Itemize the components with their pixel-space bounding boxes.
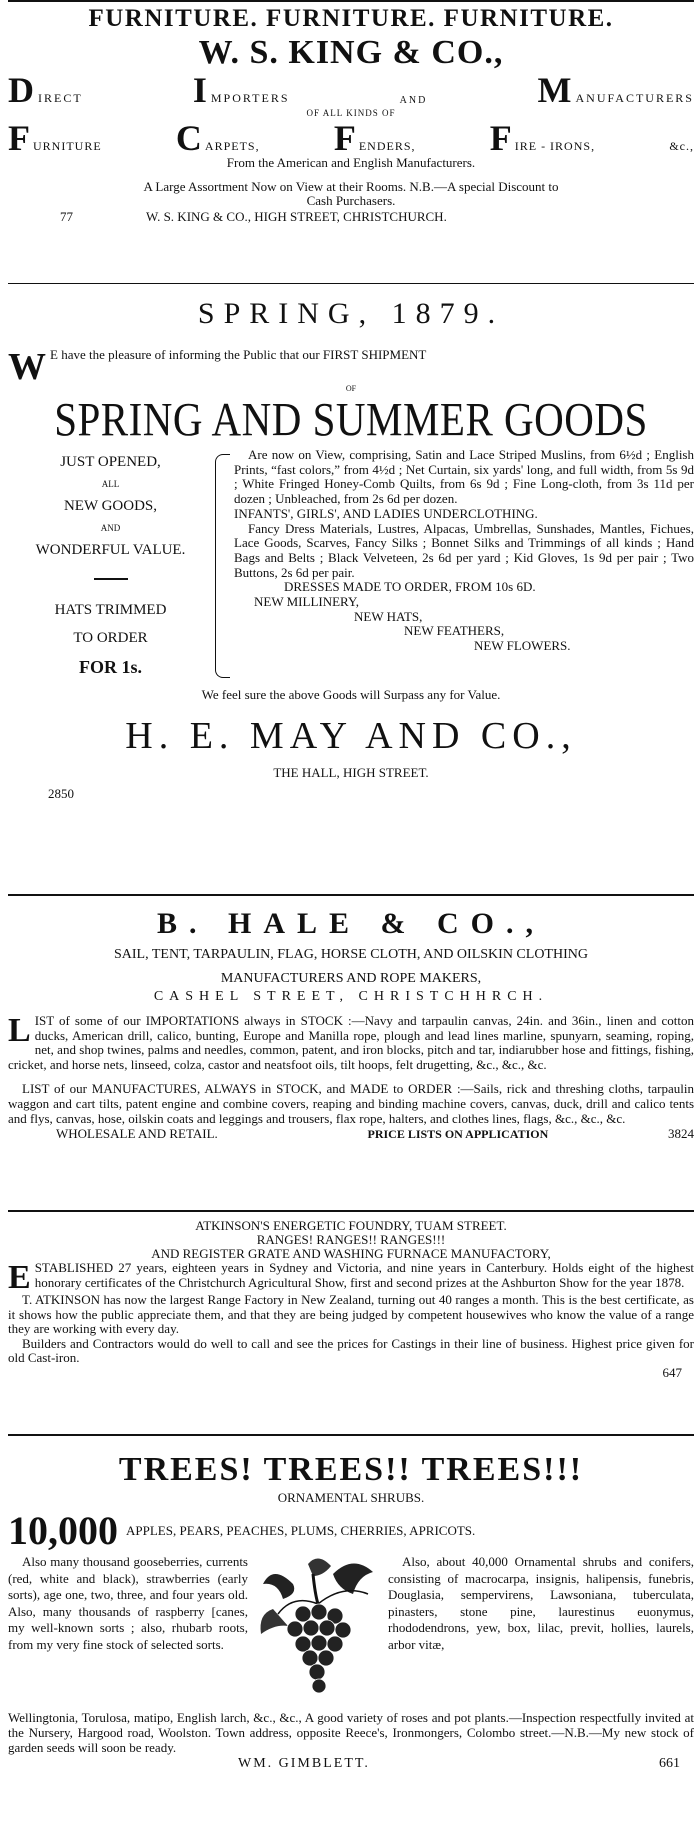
king-word-carpets: C ARPETS, [175, 118, 260, 158]
trees-bottom-text: Wellingtonia, Torulosa, matipo, English larch, &c., &c., A good variety of roses and pot plants.—Inspection respectfully invited at the Nursery, Hargood road, Woolston. Town address, opposite Reece's, Ironmongers, Colombo street.—N.B.—My new stock of garden seeds will soon be ready. [8, 1710, 694, 1755]
hale-line2: MANUFACTURERS AND ROPE MAKERS, [220, 971, 482, 986]
trees-left-text: Also many thousand gooseberries, currents (red, white and black), strawberries (early sorts), age one, two, three, and four years old. Also, many thousands of raspberry [canes, my well-known sorts ; also, rhubarb roots, from my very fine stock of selected sorts. [8, 1554, 248, 1652]
trees-title: TREES! TREES!! TREES!!! [118, 1451, 584, 1488]
king-word-manufacturers: M ANUFACTURERS [537, 70, 694, 110]
may-hall: THE HALL, HIGH STREET. [273, 765, 429, 780]
trees-ornamental: ORNAMENTAL SHRUBS. [277, 1490, 425, 1505]
may-fancy: Fancy Dress Materials, Lustres, Alpacas, Umbrellas, Sunshades, Mantles, Fichues, Lace Goods, Scarves, Fancy Silks ; Bonnet Silks and Trimmings of all kinds ; Hand Bags and Belts ; Black Velveteen, 2s 6d per yard ; Kid Gloves, 1s 9d per pair ; Two Buttons, 2s 6d per pair. [234, 520, 694, 580]
king-goods-row [8, 118, 694, 158]
may-name: H. E. MAY AND CO., [125, 715, 577, 757]
hale-name: B. HALE & CO., [156, 907, 546, 940]
may-wonderful-value: WONDERFUL VALUE. [35, 542, 186, 558]
trees-right-text: Also, about 40,000 Ornamental shrubs and conifers, consisting of macrocarpa, insignis, halipensis, funebris, Douglasia, sempervirens, Lawsoniana, tuberculata, pinasters, stone pine, laurestinus euonymus, rhododendrons, yew, box, lilac, previt, hollies, laurels, arbor vitæ, [388, 1554, 694, 1652]
king-ref: 77 [60, 209, 73, 224]
hale-line3: CASHEL STREET, CHRISTCHHRCH. [153, 989, 549, 1004]
may-prints: Are now on View, comprising, Satin and Lace Striped Muslins, from 6½d ; English Prints, “fast colors,” from 4½d ; Net Curtain, six yards' long, and full width, from 5s 9d ; White Fringed Honey-Comb Quilts, from 6s 9d ; Fine Long-cloth, from 3s 11d per dozen ; Unbleached, from 2s 6d per dozen. [234, 447, 694, 507]
hale-price-lists: PRICE LISTS ON APPLICATION [367, 1127, 549, 1142]
king-word-etc: &c., [669, 139, 694, 153]
spring-title: SPRING, 1879. [197, 297, 505, 330]
hale-list-text: IST of some of our IMPORTATIONS always in STOCK :—Navy and tarpaulin canvas, 24in. and 36in., linen and cotton ducks, American drill, calico, bunting, Europe and Manilla rope, plough and lead lines marline, spunyarn, seaming, roping, net, and shop twines, palms and needles, common, patent, and iron blocks, pitch and tar, indiarubber hose and fittings, fishing, cricket, and horse nets, linseed, colza, castor and neatsfoot oils, tilt hoops, felt drugetting, &c., &c., &c. [8, 1013, 694, 1072]
may-ref: 2850 [48, 786, 74, 801]
king-word-furniture: F URNITURE [8, 118, 102, 158]
may-surpass: We feel sure the above Goods will Surpass any for Value. [201, 687, 501, 702]
hale-importations [8, 1014, 694, 1072]
king-word-fenders: F ENDERS, [333, 118, 416, 158]
atkinson-ref: 647 [662, 1364, 682, 1380]
may-brace [215, 454, 230, 678]
king-trade-row [8, 70, 694, 110]
trees-columns [8, 1554, 694, 1704]
may-and: AND [100, 523, 121, 533]
atkinson-p2: T. ATKINSON has now the largest Range Factory in New Zealand, turning out 40 ranges a month. This is the best certificate, as it shows how the public appreciate them, and that they are being judged by competent housewives who know the value of a range they are working with every day. [8, 1292, 694, 1337]
atkinson-p3: Builders and Contractors would do well to call and see the prices for Castings in their line of business. Highest price given for old Cast-iron. [8, 1335, 694, 1366]
hale-line1: SAIL, TENT, TARPAULIN, FLAG, HORSE CLOTH, AND OILSKIN CLOTHING [114, 947, 588, 962]
may-millinery: NEW MILLINERY, [254, 594, 359, 610]
may-intro-dropcap: W [8, 346, 46, 388]
may-feathers: NEW FEATHERS, [404, 623, 505, 639]
king-address-row [8, 208, 694, 226]
may-for-1s: FOR 1s. [79, 657, 142, 677]
trees-footer-row [8, 1755, 694, 1773]
king-of-all-kinds: OF ALL KINDS OF [306, 108, 396, 118]
king-assortment: A Large Assortment Now on View at their Rooms. N.B.—A special Discount to [143, 179, 559, 194]
atkinson-established-text: STABLISHED 27 years, eighteen years in Sydney and Victoria, and nine years in Canterbury. Holds eight of the highest honorary certificates of the Christchurch Agricultural Show, first and second prizes at the Ashburton Show for the year 1878. [34, 1260, 694, 1290]
atkinson-advert [8, 1218, 694, 1434]
trees-signature: WM. GIMBLETT. [238, 1756, 370, 1771]
may-columns [8, 448, 694, 682]
may-hats-trimmed: HATS TRIMMED [54, 602, 167, 618]
trees-fruits: APPLES, PEARS, PEACHES, PLUMS, CHERRIES, APRICOTS. [126, 1523, 476, 1538]
trees-ref: 661 [659, 1756, 680, 1771]
grapes-icon [253, 1554, 383, 1704]
may-flowers: NEW FLOWERS. [474, 638, 571, 654]
hale-list-dropcap: L [8, 1012, 31, 1049]
king-address: W. S. KING & CO., HIGH STREET, CHRISTCHURCH. [146, 209, 447, 224]
may-new-goods: NEW GOODS, [63, 498, 158, 514]
hale-wholesale: WHOLESALE AND RETAIL. [56, 1126, 218, 1142]
may-hats: NEW HATS, [354, 608, 423, 624]
king-cash: Cash Purchasers. [306, 193, 396, 208]
may-intro-text: E have the pleasure of informing the Public that our FIRST SHIPMENT [50, 347, 427, 362]
atkinson-line3: AND REGISTER GRATE AND WASHING FURNACE MANUFACTORY, [151, 1246, 551, 1261]
king-word-fire-irons: F IRE - IRONS, [489, 118, 596, 158]
may-just-opened: JUST OPENED, [60, 454, 161, 470]
atkinson-line2: RANGES! RANGES!! RANGES!!! [256, 1232, 446, 1247]
grapes-illustration [248, 1554, 388, 1704]
king-advert [8, 0, 694, 273]
may-underclothing: INFANTS', GIRLS', AND LADIES UNDERCLOTHING. [234, 505, 538, 521]
may-left-column [8, 448, 213, 682]
trees-advert [8, 1450, 694, 1773]
trees-ten-thousand: 10,000 [8, 1508, 118, 1553]
hale-advert [8, 906, 694, 1208]
may-of: OF [345, 384, 357, 393]
may-intro [8, 346, 694, 388]
king-word-direct: D IRECT [8, 70, 83, 110]
may-divider [94, 578, 128, 580]
spring-goods-title: SPRING AND SUMMER GOODS [54, 392, 648, 446]
may-to-order: TO ORDER [73, 630, 148, 646]
may-all: ALL [101, 479, 120, 489]
king-header: FURNITURE. FURNITURE. FURNITURE. [88, 5, 614, 32]
hale-ref: 3824 [668, 1126, 694, 1142]
king-from-line: From the American and English Manufacturers. [226, 155, 476, 170]
trees-fruit-row [8, 1508, 694, 1553]
hale-footer-row [8, 1126, 694, 1142]
king-name: W. S. KING & CO., [198, 34, 504, 71]
hale-manufactures: LIST of our MANUFACTURES, ALWAYS in STOCK, and MADE to ORDER :—Sails, rick and threshing cloths, tarpaulin waggon and cart tilts, patent engine and combine covers, reaping and binding machine covers, canvas, duck, drill and calico tents and flys, canvas, hose, oilskin coats and leggings and trousers, flax rope, halters, and clothes lines, flags, &c., &c., &c. [8, 1081, 694, 1126]
may-dresses: DRESSES MADE TO ORDER, FROM 10s 6D. [284, 579, 536, 595]
atkinson-dropcap: E [8, 1259, 31, 1296]
atkinson-established [8, 1259, 694, 1296]
may-advert [8, 294, 694, 894]
atkinson-line1: ATKINSON'S ENERGETIC FOUNDRY, TUAM STREET. [195, 1218, 507, 1233]
king-word-importers: I MPORTERS [192, 70, 290, 110]
king-word-and: AND [399, 95, 428, 106]
may-right-column [234, 448, 694, 682]
